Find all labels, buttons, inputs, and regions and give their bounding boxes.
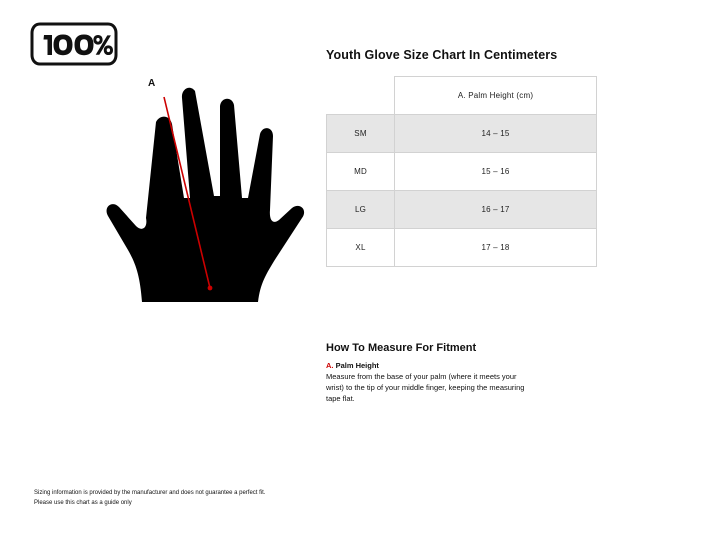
hand-illustration — [70, 70, 320, 320]
table-row — [327, 229, 597, 267]
palm-height-label: A — [148, 78, 156, 89]
measure-name: Palm Height — [333, 361, 379, 370]
size-chart-table — [326, 76, 597, 267]
cell-palm-height: 14 – 15 — [395, 115, 597, 153]
how-to-measure-section — [326, 342, 536, 405]
cell-size: LG — [327, 191, 395, 229]
column-header-palm-height: A. Palm Height (cm) — [395, 77, 597, 115]
table-header-row — [327, 77, 597, 115]
table-corner-cell — [327, 77, 395, 115]
100-percent-logo-icon — [30, 22, 118, 66]
cell-palm-height: 15 – 16 — [395, 153, 597, 191]
measure-subheading — [326, 361, 536, 370]
cell-palm-height: 16 – 17 — [395, 191, 597, 229]
measure-letter: A. — [326, 361, 334, 370]
cell-size: SM — [327, 115, 395, 153]
table-row — [327, 153, 597, 191]
hand-outline-icon — [70, 70, 320, 320]
footer-disclaimer — [34, 489, 265, 508]
footer-line-2: Please use this chart as a guide only — [34, 499, 132, 506]
measure-description: Measure from the base of your palm (where it meets your wrist) to the tip of your middle finger, keeping the measuring tape flat. — [326, 372, 525, 403]
cell-palm-height: 17 – 18 — [395, 229, 597, 267]
size-chart-section — [326, 48, 690, 267]
cell-size: XL — [327, 229, 395, 267]
table-row — [327, 115, 597, 153]
table-row — [327, 191, 597, 229]
how-to-measure-title: How To Measure For Fitment — [326, 342, 477, 354]
cell-size: MD — [327, 153, 395, 191]
brand-logo — [30, 22, 118, 66]
page-title: Youth Glove Size Chart In Centimeters — [326, 48, 558, 62]
footer-line-1: Sizing information is provided by the manufacturer and does not guarantee a perfect fit. — [34, 490, 266, 496]
